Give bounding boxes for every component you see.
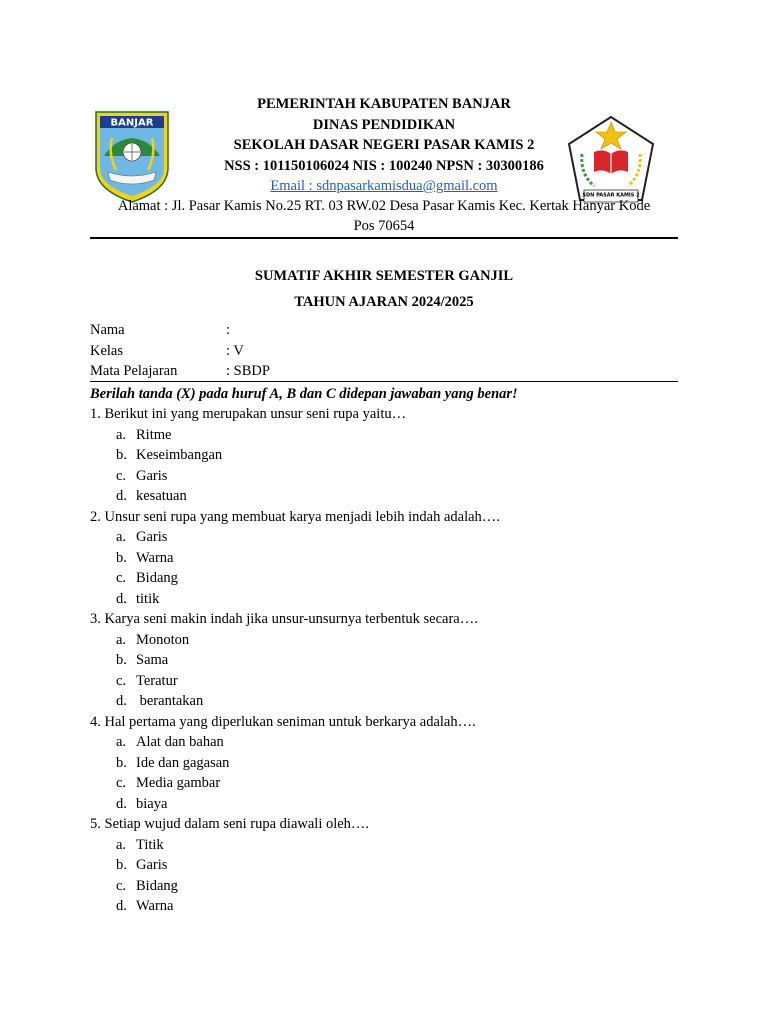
header-line-ids: NSS : 101150106024 NIS : 100240 NPSN : 30300186 — [224, 157, 544, 174]
option-letter: d. — [116, 590, 127, 607]
question: 5. Setiap wujud dalam seni rupa diawali oleh…. — [90, 816, 370, 832]
answer-option — [90, 650, 678, 671]
option-text: kesatuan — [136, 488, 187, 504]
option-letter: c. — [116, 877, 127, 894]
option-text: Media gambar — [136, 775, 221, 791]
header-divider — [90, 237, 678, 239]
option-letter: b. — [116, 447, 127, 463]
answer-option — [90, 589, 678, 610]
answer-option — [90, 896, 678, 917]
option-letter: d. — [116, 795, 127, 812]
answer-option — [90, 486, 678, 507]
banjar-logo-text: BANJAR — [110, 117, 154, 129]
option-text: Ritme — [136, 426, 172, 443]
answer-option — [90, 527, 678, 548]
info-row-name — [90, 320, 678, 341]
answer-option — [90, 753, 678, 774]
student-info — [90, 320, 678, 382]
question-list — [90, 404, 678, 917]
info-label: Nama — [90, 322, 125, 338]
info-divider — [90, 381, 678, 382]
header-line-government: PEMERINTAH KABUPATEN BANJAR — [257, 96, 511, 112]
question: 4. Hal pertama yang diperlukan seniman untuk berkarya adalah…. — [90, 713, 476, 730]
option-text: Sama — [136, 652, 169, 668]
answer-option — [90, 568, 678, 589]
option-letter: d. — [116, 898, 127, 914]
answer-option — [90, 794, 678, 815]
info-row-subject — [90, 361, 678, 382]
option-letter: b. — [116, 857, 127, 873]
academic-year: TAHUN AJARAN 2024/2025 — [294, 294, 474, 310]
email-link[interactable]: Email : sdnpasarkamisdua@gmail.com — [270, 178, 498, 194]
option-letter: d. — [116, 693, 127, 709]
option-text: Garis — [136, 529, 168, 545]
option-text: Bidang — [136, 877, 178, 894]
answer-option — [90, 445, 678, 466]
info-label: Kelas — [90, 342, 124, 359]
answer-option — [90, 835, 678, 856]
instructions: Berilah tanda (X) pada huruf A, B dan C didepan jawaban yang benar! — [90, 386, 518, 402]
info-value: : V — [226, 342, 244, 359]
option-text: Warna — [136, 898, 174, 914]
option-letter: a. — [116, 631, 127, 648]
option-text: Teratur — [136, 672, 178, 689]
option-letter: a. — [116, 426, 127, 443]
answer-option — [90, 855, 678, 876]
option-letter: c. — [116, 672, 127, 689]
option-text: biaya — [136, 795, 168, 812]
exam-title: SUMATIF AKHIR SEMESTER GANJIL — [254, 268, 514, 284]
option-letter: a. — [116, 734, 127, 750]
info-value: : SBDP — [226, 363, 270, 379]
option-letter: a. — [116, 836, 127, 853]
header-line-office: DINAS PENDIDIKAN — [312, 116, 456, 133]
answer-option — [90, 691, 678, 712]
info-label: Mata Pelajaran — [90, 363, 178, 379]
address — [90, 196, 678, 236]
question: 2. Unsur seni rupa yang membuat karya menjadi lebih indah adalah…. — [90, 508, 500, 525]
answer-option — [90, 630, 678, 651]
option-text: Monoton — [136, 631, 190, 648]
answer-option — [90, 876, 678, 897]
answer-option — [90, 732, 678, 753]
option-letter: b. — [116, 549, 127, 566]
option-letter: b. — [116, 652, 127, 668]
answer-option — [90, 548, 678, 569]
answer-option — [90, 425, 678, 446]
option-text: Titik — [136, 836, 164, 853]
option-text: Garis — [136, 857, 168, 873]
option-letter: b. — [116, 754, 127, 771]
option-letter: c. — [116, 775, 127, 791]
option-text: Alat dan bahan — [136, 734, 224, 750]
option-text: Keseimbangan — [136, 447, 223, 463]
option-text: titik — [136, 590, 160, 607]
option-letter: c. — [116, 570, 127, 586]
option-letter: c. — [116, 467, 127, 484]
info-row-class — [90, 341, 678, 362]
address-line-1: Alamat : Jl. Pasar Kamis No.25 RT. 03 RW.02 Desa Pasar Kamis Kec. Kertak Hanyar Kode — [117, 198, 651, 214]
answer-option — [90, 773, 678, 794]
address-line-2: Pos 70654 — [353, 218, 415, 234]
question: 1. Berikut ini yang merupakan unsur seni rupa yaitu… — [90, 406, 407, 422]
option-text: Garis — [136, 467, 168, 484]
option-text: Warna — [136, 549, 174, 566]
option-text: Ide dan gagasan — [136, 754, 230, 771]
option-letter: a. — [116, 529, 127, 545]
letterhead — [90, 94, 678, 197]
question: 3. Karya seni makin indah jika unsur-unsurnya terbentuk secara…. — [90, 611, 478, 627]
option-text: berantakan — [136, 693, 204, 709]
answer-option — [90, 671, 678, 692]
info-value: : — [226, 322, 231, 338]
option-letter: d. — [116, 488, 127, 504]
option-text: Bidang — [136, 570, 178, 586]
header-line-school: SEKOLAH DASAR NEGERI PASAR KAMIS 2 — [233, 137, 535, 153]
answer-option — [90, 466, 678, 487]
school-logo-text: SDN PASAR KAMIS 2 — [582, 192, 640, 199]
